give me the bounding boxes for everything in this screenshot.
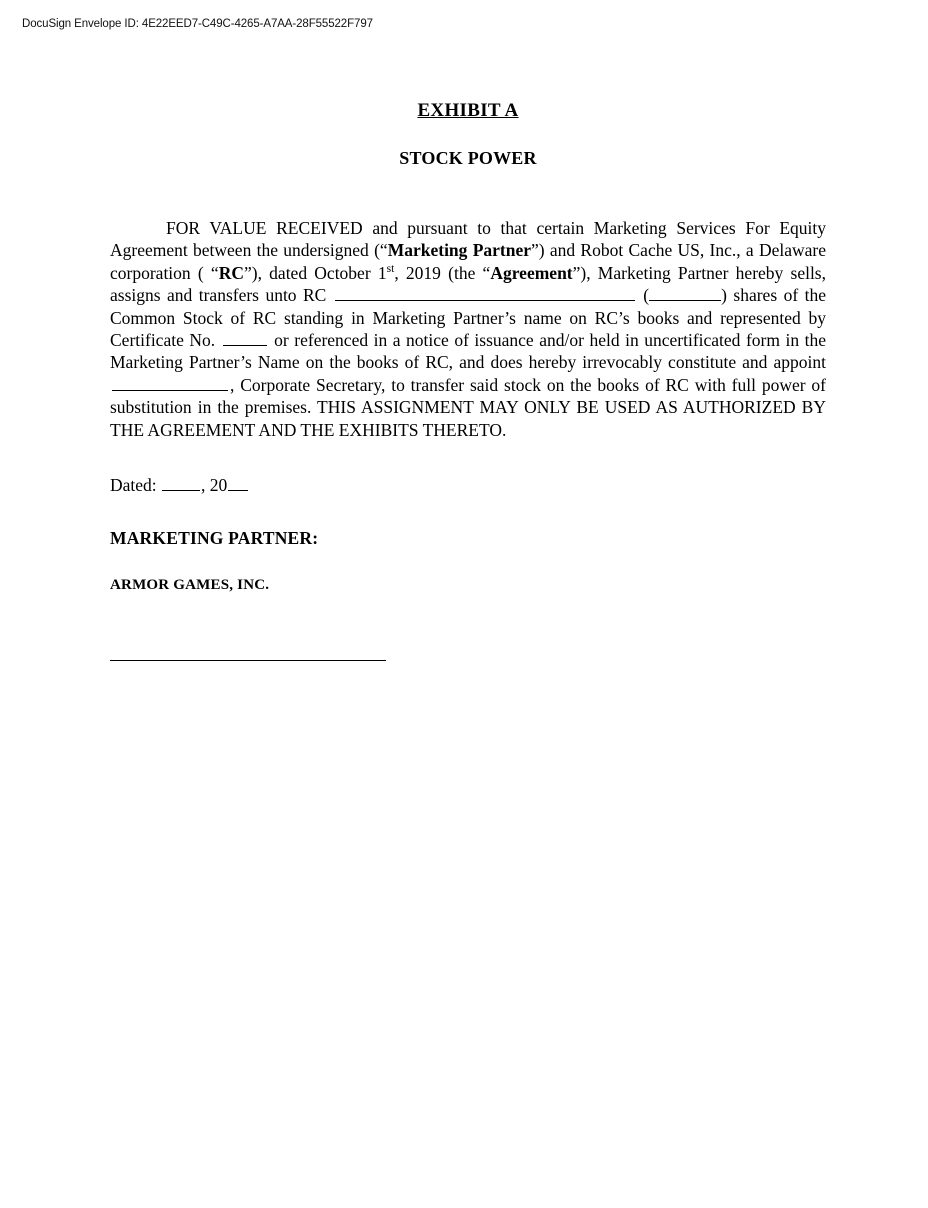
dated-label: Dated: — [110, 475, 162, 496]
dated-day-blank[interactable] — [162, 477, 200, 491]
appointee-name-blank[interactable] — [112, 377, 228, 391]
paragraph-segment-9: , Corporate Secretary, to transfer said stock on the books of RC with full power of substitution in the premises. THIS ASSIGNMENT MAY ONLY BE USED AS AUTHORIZED BY THE AGREEMENT AND THE EXHIBITS THERETO. — [110, 374, 826, 440]
marketing-partner-heading: MARKETING PARTNER: — [110, 528, 319, 549]
page-title: EXHIBIT A — [417, 100, 519, 121]
term-rc: RC — [218, 262, 244, 283]
dated-year-blank[interactable] — [228, 477, 248, 491]
paragraph-segment-7: ) shares of the Common Stock of RC standing in Marketing Partner’s name on RC’s books and represented by Certificate No. — [110, 285, 826, 351]
paragraph-segment-4: , 2019 (the “ — [394, 262, 491, 283]
term-agreement: Agreement — [490, 262, 573, 283]
term-marketing-partner: Marketing Partner — [387, 240, 531, 261]
shares-numeric-blank[interactable] — [649, 286, 721, 301]
paragraph-segment-1: FOR VALUE RECEIVED and pursuant to that certain Marketing Services For Equity Agreement between the undersigned (“ — [110, 218, 826, 261]
docusign-envelope-id: DocuSign Envelope ID: 4E22EED7-C49C-4265-A7AA-28F55522F797 — [22, 18, 373, 30]
stock-power-paragraph — [110, 217, 826, 441]
shares-amount-blank[interactable] — [335, 286, 635, 301]
paragraph-segment-6: ( — [636, 285, 650, 306]
paragraph-segment-2: ”) and Robot Cache US, Inc., a Delaware corporation ( “ — [110, 240, 827, 283]
dated-year-prefix: , 20 — [201, 475, 228, 496]
certificate-number-blank[interactable] — [223, 332, 267, 346]
document-body — [110, 100, 826, 661]
ordinal-suffix: st — [386, 262, 395, 275]
page-subtitle: STOCK POWER — [399, 148, 537, 168]
paragraph-segment-3: ”), dated October 1 — [243, 262, 387, 283]
paragraph-segment-8: or referenced in a notice of issuance and/or held in uncertificated form in the Marketing Partner’s Name on the books of RC, and does hereby irrevocably constitute and appoint — [110, 330, 827, 373]
signature-line[interactable] — [110, 660, 386, 661]
paragraph-segment-5: ”), Marketing Partner hereby sells, assigns and transfers unto RC — [110, 262, 826, 306]
party-company-name: ARMOR GAMES, INC. — [110, 577, 270, 594]
dated-line — [110, 474, 826, 496]
